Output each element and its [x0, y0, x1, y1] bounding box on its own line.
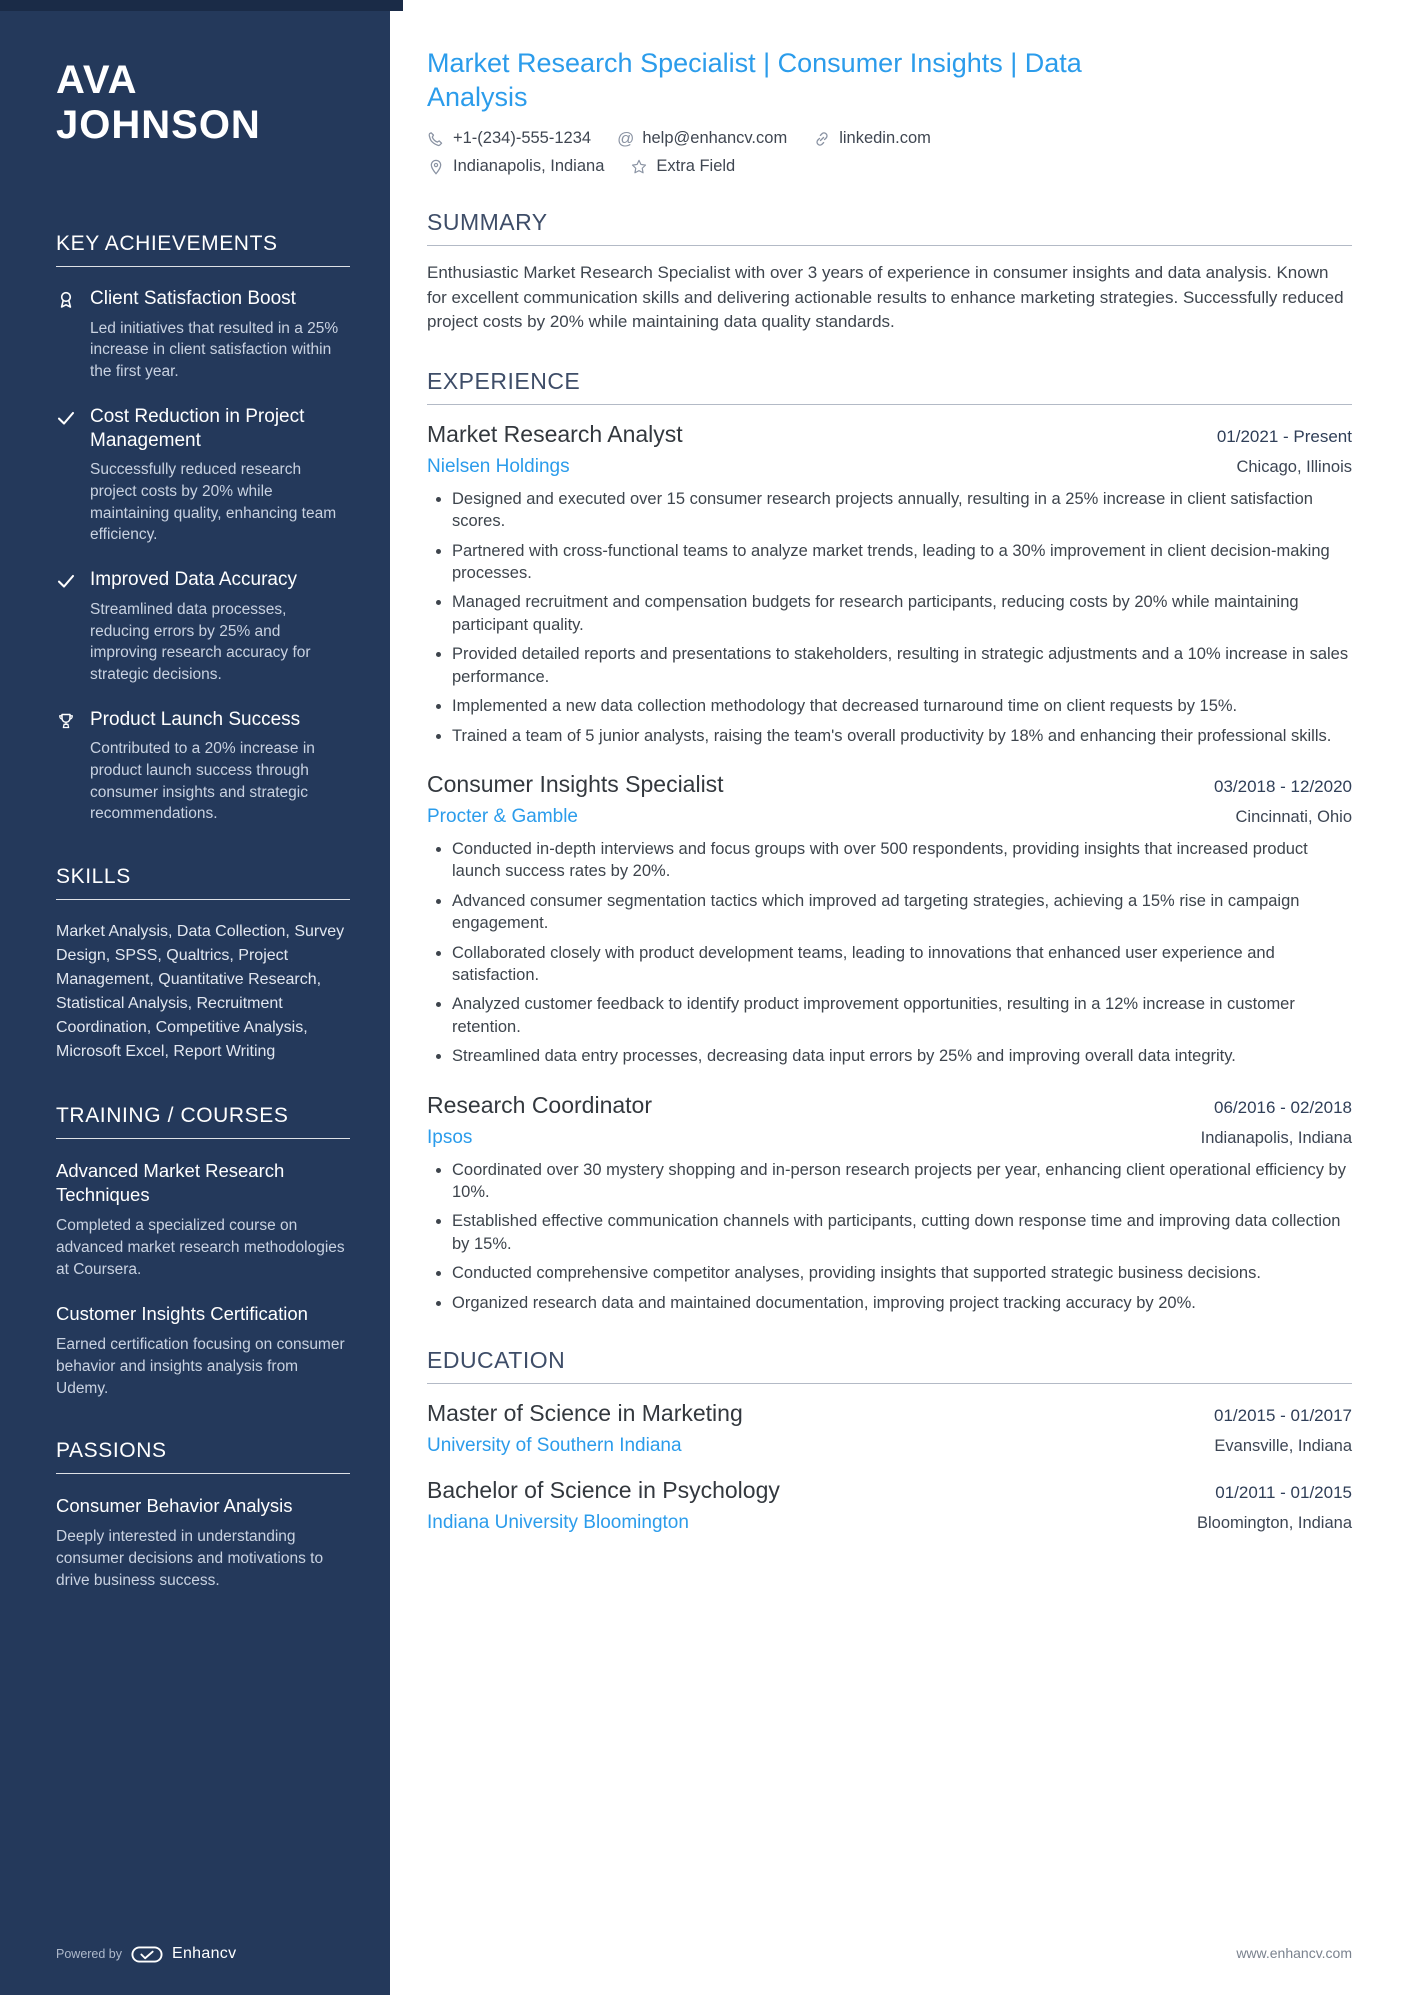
- company-name: Procter & Gamble: [427, 805, 578, 827]
- school-location: Evansville, Indiana: [1214, 1436, 1352, 1455]
- job-bullets: [427, 488, 1352, 747]
- trophy-icon: [56, 708, 78, 826]
- job-bullet: • Collaborated closely with product development teams, leading to innovations that enhanced user experience and satisfaction.: [452, 942, 1352, 987]
- job-location: Cincinnati, Ohio: [1235, 807, 1352, 826]
- skills-section: [56, 865, 350, 1064]
- job-title-row: [427, 770, 1352, 799]
- job-dates: 03/2018 - 12/2020: [1213, 777, 1352, 797]
- education-entry: [427, 1476, 1352, 1534]
- passion-text: Deeply interested in understanding consumer decisions and motivations to drive business success.: [56, 1528, 324, 1589]
- job-location: Indianapolis, Indiana: [1200, 1128, 1352, 1147]
- candidate-name: AVA JOHNSON: [56, 58, 261, 147]
- education-heading: EDUCATION: [427, 1347, 1352, 1384]
- job-bullet: • Coordinated over 30 mystery shopping and in-person research projects per year, enhancing client operational efficiency by 10%.: [452, 1159, 1352, 1204]
- achievement-text: Streamlined data processes, reducing errors by 25% and improving research accuracy for strategic decisions.: [90, 600, 311, 683]
- top-accent-strip: [0, 0, 403, 11]
- degree-title: Bachelor of Science in Psychology: [427, 1476, 780, 1503]
- linkedin-contact[interactable]: [813, 129, 931, 148]
- education-entry: [427, 1399, 1352, 1457]
- achievement-title: Cost Reduction in Project Management: [90, 405, 305, 451]
- job-bullets: [427, 838, 1352, 1068]
- job-bullet: • Analyzed customer feedback to identify product improvement opportunities, resulting in a 12% increase in customer retention.: [452, 993, 1352, 1038]
- degree-row: [427, 1399, 1352, 1428]
- degree-dates: 01/2015 - 01/2017: [1213, 1406, 1352, 1426]
- star-icon: [630, 158, 648, 176]
- achievement-item: [56, 568, 350, 686]
- achievement-text: Successfully reduced research project costs by 20% while maintaining quality, enhancing team efficiency.: [90, 461, 337, 544]
- degree-dates: 01/2011 - 01/2015: [1215, 1482, 1352, 1502]
- location-pin-icon: [427, 158, 445, 176]
- job-bullet: • Organized research data and maintained documentation, improving project tracking accuracy by 20%.: [452, 1292, 1352, 1314]
- achievement-title: Client Satisfaction Boost: [90, 288, 296, 309]
- summary-heading: SUMMARY: [427, 209, 1352, 246]
- phone-icon: [427, 130, 445, 148]
- achievement-item: [56, 287, 350, 383]
- passions-section: [56, 1439, 350, 1591]
- job-entry: [427, 420, 1352, 747]
- medal-icon: [56, 287, 78, 383]
- phone-contact: [427, 129, 591, 148]
- achievement-item: [56, 405, 350, 546]
- job-bullet: • Streamlined data entry processes, decreasing data input errors by 25% and improving overall data integrity.: [452, 1045, 1352, 1067]
- job-title: Research Coordinator: [427, 1091, 653, 1118]
- job-company-row: [427, 1127, 1352, 1149]
- achievement-title: Product Launch Success: [90, 708, 301, 730]
- training-title: Advanced Market Research Techniques: [56, 1160, 285, 1206]
- key-achievements-section: [56, 232, 350, 825]
- extra-field-text: Extra Field: [656, 157, 736, 176]
- training-section: [56, 1104, 350, 1399]
- main-content: [390, 0, 1410, 1995]
- achievement-body: [90, 287, 350, 383]
- achievement-text: Contributed to a 20% increase in product launch success through consumer insights and strategic recommendations.: [90, 740, 315, 823]
- job-bullet: • Managed recruitment and compensation budgets for research participants, reducing costs by 20% while maintaining participant quality.: [452, 591, 1352, 636]
- summary-text: Enthusiastic Market Research Specialist with over 3 years of experience in consumer insights and data analysis. Known for excellent communication skills and delivering actionable results to enhance marketing strategies. Successfully reduced project costs by 20% while maintaining data quality standards.: [427, 263, 1344, 332]
- achievement-title: Improved Data Accuracy: [90, 569, 297, 591]
- job-bullet: • Provided detailed reports and presentations to stakeholders, resulting in strategic adjustments and a 10% increase in sales performance.: [452, 643, 1352, 688]
- company-name: Ipsos: [427, 1126, 473, 1148]
- school-location: Bloomington, Indiana: [1196, 1513, 1352, 1532]
- job-bullet: • Established effective communication channels with participants, cutting down response time and improving data collection by 15%.: [452, 1210, 1352, 1255]
- job-company-row: [427, 806, 1352, 828]
- passion-title: Consumer Behavior Analysis: [56, 1495, 293, 1517]
- email-icon: @: [617, 129, 635, 149]
- passion-item: [56, 1494, 350, 1591]
- extra-field-contact: [630, 157, 735, 176]
- job-bullet: • Advanced consumer segmentation tactics which improved ad targeting strategies, achieving a 15% rise in campaign engagement.: [452, 890, 1352, 935]
- achievement-body: [90, 708, 350, 826]
- website-link[interactable]: www.enhancv.com: [1236, 1945, 1352, 1961]
- job-location: Chicago, Illinois: [1236, 457, 1352, 476]
- training-text: Earned certification focusing on consumer behavior and insights analysis from Udemy.: [56, 1336, 345, 1397]
- education-section: [427, 1347, 1352, 1534]
- experience-section: [427, 368, 1352, 1314]
- email-address[interactable]: help@enhancv.com: [642, 129, 788, 148]
- achievement-body: [90, 568, 350, 686]
- job-bullet: • Designed and executed over 15 consumer research projects annually, resulting in a 25% increase in client satisfaction scores.: [452, 488, 1352, 533]
- summary-section: [427, 209, 1352, 335]
- enhancv-logo-icon: [131, 1946, 163, 1963]
- job-bullet: • Conducted comprehensive competitor analyses, providing insights that supported strategic business decisions.: [452, 1262, 1352, 1284]
- passions-heading: PASSIONS: [56, 1439, 350, 1474]
- school-row: [427, 1435, 1352, 1457]
- sidebar: [0, 0, 390, 1995]
- job-title: Market Research Analyst: [427, 420, 683, 447]
- resume-headline: Market Research Specialist | Consumer Insights | Data Analysis: [427, 48, 1082, 113]
- degree-title: Master of Science in Marketing: [427, 1400, 743, 1427]
- achievement-text: Led initiatives that resulted in a 25% increase in client satisfaction within the first year.: [90, 319, 339, 381]
- achievement-item: [56, 708, 350, 826]
- job-bullet: • Implemented a new data collection methodology that decreased turnaround time on client requests by 15%.: [452, 695, 1352, 717]
- job-title: Consumer Insights Specialist: [427, 771, 724, 798]
- school-name: Indiana University Bloomington: [427, 1511, 689, 1533]
- enhancv-brand-text: Enhancv: [172, 1945, 237, 1962]
- phone-number: +1-(234)-555-1234: [453, 129, 592, 148]
- job-bullet: • Conducted in-depth interviews and focus groups with over 500 respondents, providing insights that increased product launch success rates by 20%.: [452, 838, 1352, 883]
- check-icon: [56, 568, 78, 686]
- skills-list: Market Analysis, Data Collection, Survey Design, SPSS, Qualtrics, Project Management, Quantitative Research, Statistical Analysis, Recruitment Coordination, Competitive Analysis, Microsoft Excel, Report Writing: [56, 923, 345, 1061]
- location-text: Indianapolis, Indiana: [453, 157, 605, 176]
- contact-row-1: [427, 129, 1352, 148]
- job-title-row: [427, 420, 1352, 449]
- training-text: Completed a specialized course on advanced market research methodologies at Coursera.: [56, 1217, 345, 1278]
- job-entry: [427, 1091, 1352, 1314]
- achievement-body: [90, 405, 350, 546]
- email-contact[interactable]: [617, 129, 787, 148]
- link-icon: [813, 130, 831, 148]
- powered-by: [56, 1945, 236, 1963]
- school-name: University of Southern Indiana: [427, 1434, 682, 1456]
- job-bullet: • Partnered with cross-functional teams to analyze market trends, leading to a 30% improvement in client decision-making processes.: [452, 540, 1352, 585]
- training-title: Customer Insights Certification: [56, 1303, 308, 1325]
- powered-by-label: Powered by: [56, 1947, 123, 1961]
- job-bullet: • Trained a team of 5 junior analysts, raising the team's overall productivity by 18% and enhancing their professional skills.: [452, 725, 1352, 747]
- job-dates: 06/2016 - 02/2018: [1213, 1097, 1352, 1117]
- contact-row-2: [427, 157, 1352, 176]
- training-item: [56, 1159, 350, 1280]
- job-dates: 01/2021 - Present: [1216, 426, 1352, 446]
- training-heading: TRAINING / COURSES: [56, 1104, 350, 1139]
- check-icon: [56, 405, 78, 546]
- degree-row: [427, 1476, 1352, 1505]
- job-title-row: [427, 1091, 1352, 1120]
- company-name: Nielsen Holdings: [427, 455, 570, 477]
- linkedin-url[interactable]: linkedin.com: [839, 129, 931, 148]
- job-bullets: [427, 1159, 1352, 1315]
- school-row: [427, 1512, 1352, 1534]
- skills-heading: SKILLS: [56, 865, 350, 900]
- key-achievements-heading: KEY ACHIEVEMENTS: [56, 232, 350, 267]
- location-contact: [427, 157, 604, 176]
- job-entry: [427, 770, 1352, 1068]
- experience-heading: EXPERIENCE: [427, 368, 1352, 405]
- training-item: [56, 1302, 350, 1399]
- job-company-row: [427, 456, 1352, 478]
